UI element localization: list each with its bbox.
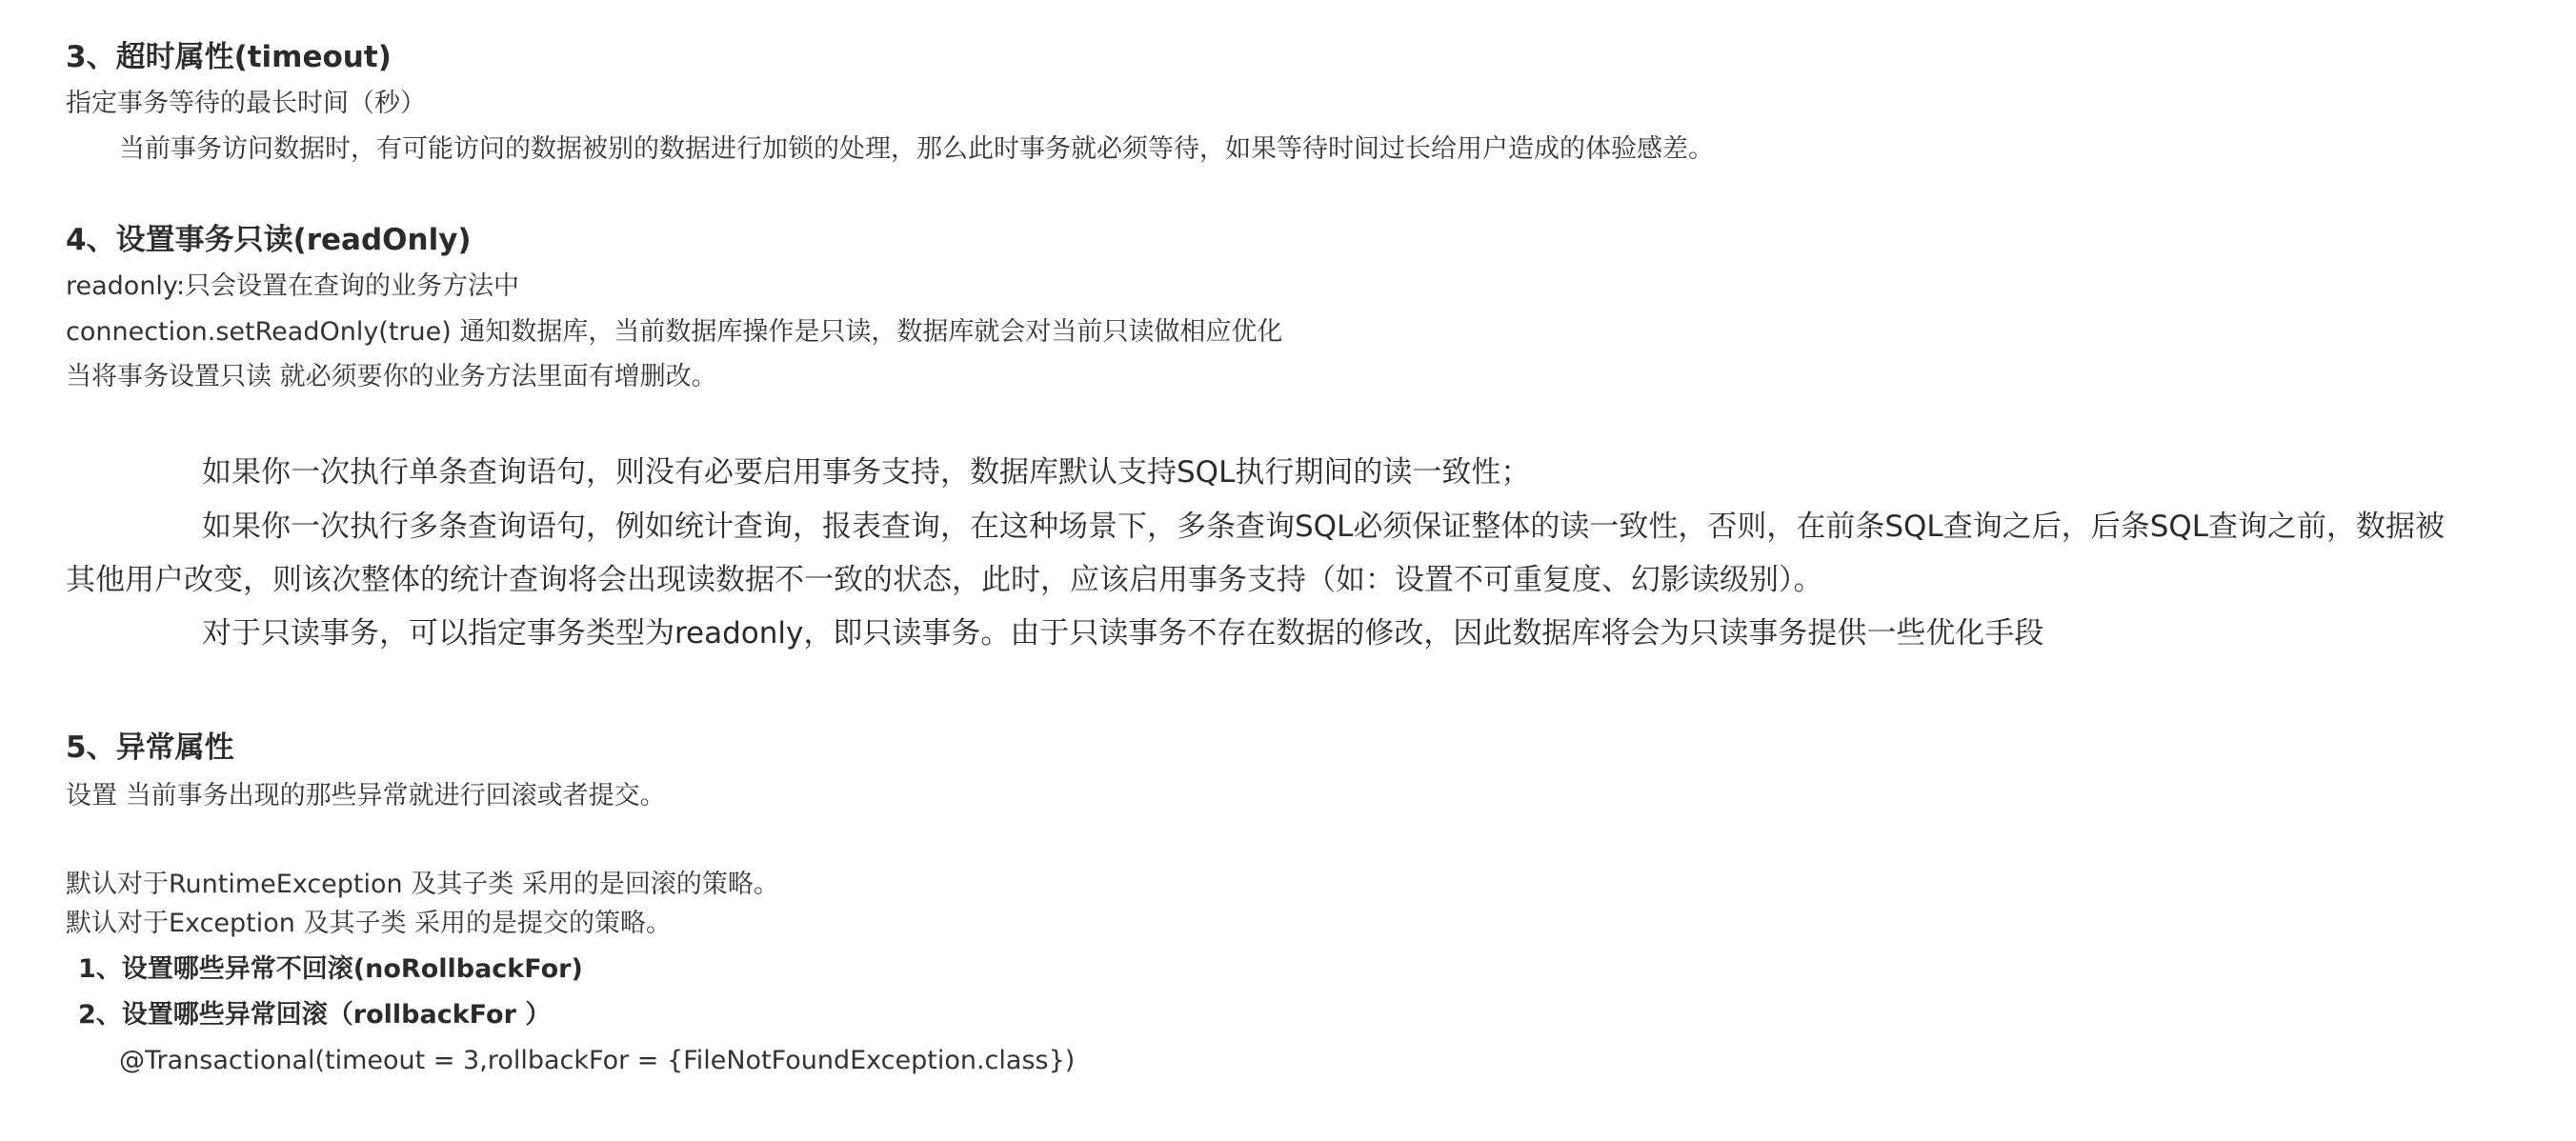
readonly-paragraph-multi-query-end: 其他用户改变，则该次整体的统计查询将会出现读数据不一致的状态，此时，应该启用事务支持（如：设置不可重复度、幻影读级别）。 bbox=[66, 563, 1823, 597]
readonly-restriction: 当将事务设置只读 就必须要你的业务方法里面有增删改。 bbox=[66, 362, 717, 391]
section-heading-exception: 5、异常属性 bbox=[66, 731, 234, 765]
exception-item-rollback: 2、设置哪些异常回滚（rollbackFor ） bbox=[78, 1000, 552, 1030]
transactional-code-example: @Transactional(timeout = 3,rollbackFor = {FileNotFoundException.class}) bbox=[119, 1046, 1076, 1075]
section-heading-timeout: 3、超时属性(timeout) bbox=[66, 40, 392, 74]
exception-checked-default: 默认对于Exception 及其子类 采用的是提交的策略。 bbox=[66, 909, 673, 938]
exception-item-no-rollback: 1、设置哪些异常不回滚(noRollbackFor) bbox=[78, 954, 583, 984]
readonly-connection-note: connection.setReadOnly(true) 通知数据库，当前数据库操作是只读，数据库就会对当前只读做相应优化 bbox=[66, 317, 1283, 347]
exception-description: 设置 当前事务出现的那些异常就进行回滚或者提交。 bbox=[66, 781, 666, 811]
readonly-paragraph-optimization: 对于只读事务，可以指定事务类型为readonly，即只读事务。由于只读事务不存在数据的修改，因此数据库将会为只读事务提供一些优化手段 bbox=[202, 616, 2044, 651]
section-heading-readonly: 4、设置事务只读(readOnly) bbox=[66, 223, 472, 257]
timeout-explanation: 当前事务访问数据时，有可能访问的数据被别的数据进行加锁的处理，那么此时事务就必须等待，如果等待时间过长给用户造成的体验感差。 bbox=[119, 134, 1714, 164]
readonly-usage: readonly:只会设置在查询的业务方法中 bbox=[66, 271, 520, 301]
readonly-paragraph-multi-query-start: 如果你一次执行多条查询语句，例如统计查询，报表查询，在这种场景下，多条查询SQL必须保证整体的读一致性，否则，在前条SQL查询之后，后条SQL查询之前，数据被 bbox=[202, 510, 2445, 544]
timeout-definition: 指定事务等待的最长时间（秒） bbox=[66, 89, 426, 118]
exception-runtime-default: 默认对于RuntimeException 及其子类 采用的是回滚的策略。 bbox=[66, 870, 779, 899]
readonly-paragraph-single-query: 如果你一次执行单条查询语句，则没有必要启用事务支持，数据库默认支持SQL执行期间的读一致性； bbox=[202, 455, 1531, 490]
